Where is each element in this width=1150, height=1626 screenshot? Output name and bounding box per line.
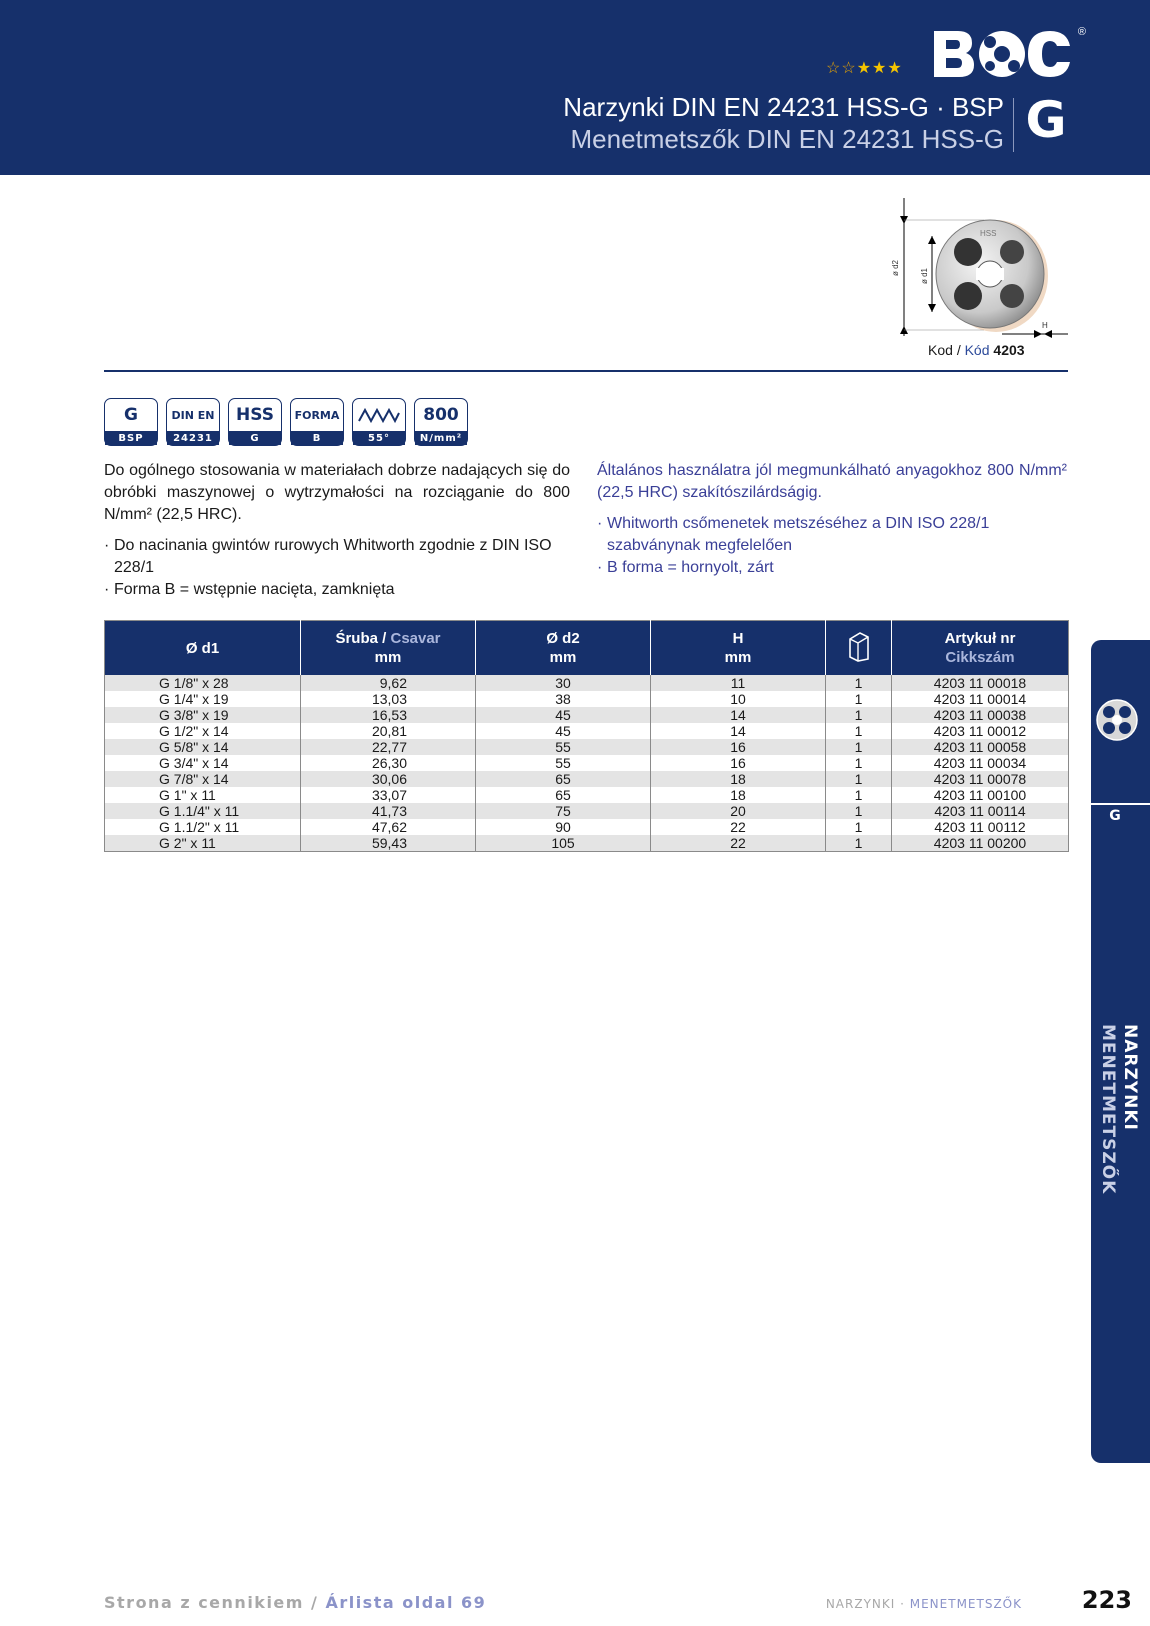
cell-h: 22 bbox=[651, 819, 826, 835]
die-stamp: HSS bbox=[980, 229, 997, 238]
cell-screw: 16,53 bbox=[301, 707, 476, 723]
badge-hss: HSS G bbox=[228, 398, 282, 446]
table-row bbox=[105, 707, 1069, 723]
cell-h: 10 bbox=[651, 691, 826, 707]
cell-h: 22 bbox=[651, 835, 826, 852]
bullet-pl-1: · Do nacinania gwintów rurowych Whitworth zgodnie z DIN ISO 228/1 bbox=[104, 537, 552, 576]
cell-qty: 1 bbox=[826, 755, 892, 771]
page-number: 223 bbox=[1081, 1586, 1132, 1614]
cell-screw: 41,73 bbox=[301, 803, 476, 819]
bullet-hu-2: · B forma = hornyolt, zárt bbox=[597, 559, 774, 576]
table-row bbox=[105, 691, 1069, 707]
cell-article: 4203 11 00078 bbox=[892, 771, 1069, 787]
badge-bsp: G BSP bbox=[104, 398, 158, 446]
th-screw: Śruba / Csavar mm bbox=[301, 621, 476, 676]
intro-hu: Általános használatra jól megmunkálható anyagokhoz 800 N/mm² (22,5 HRC) szakítószilárdságig. bbox=[597, 462, 1067, 501]
cell-d2: 55 bbox=[476, 739, 651, 755]
cell-thread: G 3/4" x 14 bbox=[105, 755, 301, 771]
thread-angle-icon bbox=[357, 407, 401, 423]
description-hu bbox=[597, 460, 1067, 579]
cell-article: 4203 11 00112 bbox=[892, 819, 1069, 835]
cell-article: 4203 11 00034 bbox=[892, 755, 1069, 771]
cell-qty: 1 bbox=[826, 691, 892, 707]
cell-d2: 105 bbox=[476, 835, 651, 852]
cell-article: 4203 11 00018 bbox=[892, 675, 1069, 691]
cell-qty: 1 bbox=[826, 787, 892, 803]
cell-h: 16 bbox=[651, 755, 826, 771]
product-code: Kod / Kód 4203 bbox=[928, 342, 1025, 358]
cell-qty: 1 bbox=[826, 675, 892, 691]
die-dimension-figure bbox=[892, 196, 1070, 346]
cell-thread: G 5/8" x 14 bbox=[105, 739, 301, 755]
cell-d2: 90 bbox=[476, 819, 651, 835]
label-h: H bbox=[1042, 321, 1048, 330]
cell-d2: 55 bbox=[476, 755, 651, 771]
cell-article: 4203 11 00012 bbox=[892, 723, 1069, 739]
cell-screw: 33,07 bbox=[301, 787, 476, 803]
cell-thread: G 1/4" x 19 bbox=[105, 691, 301, 707]
cell-d2: 65 bbox=[476, 771, 651, 787]
footer-section: NARZYNKI · MENETMETSZŐK bbox=[825, 1597, 1022, 1611]
cell-thread: G 3/8" x 19 bbox=[105, 707, 301, 723]
cell-article: 4203 11 00114 bbox=[892, 803, 1069, 819]
table-row bbox=[105, 803, 1069, 819]
cell-thread: G 1/8" x 28 bbox=[105, 675, 301, 691]
table-row bbox=[105, 723, 1069, 739]
cell-d2: 45 bbox=[476, 723, 651, 739]
cell-thread: G 1/2" x 14 bbox=[105, 723, 301, 739]
badge-forma: FORMA B bbox=[290, 398, 344, 446]
th-d2: Ø d2 mm bbox=[476, 621, 651, 676]
side-tab-label-hu: MENETMETSZŐK bbox=[1098, 1024, 1118, 1195]
cell-d2: 38 bbox=[476, 691, 651, 707]
th-h: H mm bbox=[651, 621, 826, 676]
boc-logo bbox=[932, 26, 1086, 80]
cell-qty: 1 bbox=[826, 803, 892, 819]
cell-article: 4203 11 00058 bbox=[892, 739, 1069, 755]
cell-h: 14 bbox=[651, 723, 826, 739]
page-header bbox=[0, 0, 1150, 175]
cell-article: 4203 11 00100 bbox=[892, 787, 1069, 803]
description-pl bbox=[104, 460, 570, 601]
th-pack bbox=[826, 621, 892, 676]
cell-screw: 59,43 bbox=[301, 835, 476, 852]
cell-screw: 26,30 bbox=[301, 755, 476, 771]
cell-thread: G 2" x 11 bbox=[105, 835, 301, 852]
badge-thread-angle: 55° bbox=[352, 398, 406, 446]
table-header-row bbox=[105, 621, 1069, 676]
die-icon bbox=[1095, 698, 1139, 742]
th-article: Artykuł nr Cikkszám bbox=[892, 621, 1069, 676]
cell-thread: G 1.1/2" x 11 bbox=[105, 819, 301, 835]
badge-din: DIN EN 24231 bbox=[166, 398, 220, 446]
table-row bbox=[105, 771, 1069, 787]
rating-stars: ☆☆★★★ bbox=[826, 60, 903, 77]
cell-article: 4203 11 00038 bbox=[892, 707, 1069, 723]
side-tab-labels bbox=[1093, 1024, 1149, 1264]
th-d1: Ø d1 bbox=[105, 621, 301, 676]
table-row bbox=[105, 739, 1069, 755]
badge-strength: 800 N/mm² bbox=[414, 398, 468, 446]
side-tab-letter: G bbox=[1109, 808, 1121, 824]
footer-pricelist: Strona z cennikiem / Árlista oldal 69 bbox=[104, 1593, 487, 1612]
label-d2: ø d2 bbox=[891, 259, 900, 276]
label-d1: ø d1 bbox=[920, 267, 929, 284]
cell-d2: 45 bbox=[476, 707, 651, 723]
cell-screw: 47,62 bbox=[301, 819, 476, 835]
bullet-pl-2: · Forma B = wstępnie nacięta, zamknięta bbox=[104, 581, 395, 598]
cell-screw: 9,62 bbox=[301, 675, 476, 691]
cell-screw: 13,03 bbox=[301, 691, 476, 707]
cell-screw: 30,06 bbox=[301, 771, 476, 787]
cell-h: 16 bbox=[651, 739, 826, 755]
group-letter: G bbox=[1025, 91, 1067, 149]
cell-h: 18 bbox=[651, 787, 826, 803]
cell-thread: G 1" x 11 bbox=[105, 787, 301, 803]
cell-qty: 1 bbox=[826, 723, 892, 739]
title-divider bbox=[1013, 98, 1014, 152]
cell-qty: 1 bbox=[826, 739, 892, 755]
cell-h: 11 bbox=[651, 675, 826, 691]
cell-article: 4203 11 00200 bbox=[892, 835, 1069, 852]
cell-qty: 1 bbox=[826, 771, 892, 787]
table-row bbox=[105, 755, 1069, 771]
cell-qty: 1 bbox=[826, 835, 892, 852]
cell-d2: 30 bbox=[476, 675, 651, 691]
cell-qty: 1 bbox=[826, 819, 892, 835]
table-row bbox=[105, 819, 1069, 835]
boc-logo-mark bbox=[932, 28, 1072, 80]
table-row bbox=[105, 787, 1069, 803]
cell-screw: 20,81 bbox=[301, 723, 476, 739]
product-table bbox=[104, 620, 1069, 852]
section-divider bbox=[104, 370, 1068, 372]
cell-thread: G 1.1/4" x 11 bbox=[105, 803, 301, 819]
cell-h: 18 bbox=[651, 771, 826, 787]
page-title-hu: Menetmetszők DIN EN 24231 HSS-G bbox=[570, 124, 1004, 154]
cell-h: 20 bbox=[651, 803, 826, 819]
spec-badges bbox=[104, 398, 468, 446]
table-row bbox=[105, 675, 1069, 691]
table-row bbox=[105, 835, 1069, 852]
intro-pl: Do ogólnego stosowania w materiałach dobrze nadających się do obróbki maszynowej o wytrzymałości na rozciąganie do 800 N/mm² (22,5 HRC). bbox=[104, 462, 570, 523]
registered-mark: ® bbox=[1077, 26, 1086, 38]
bullet-hu-1: · Whitworth csőmenetek metszéséhez a DIN ISO 228/1 szabványnak megfelelően bbox=[597, 515, 990, 554]
cell-d2: 75 bbox=[476, 803, 651, 819]
section-side-tab[interactable] bbox=[1091, 640, 1150, 1463]
cell-thread: G 7/8" x 14 bbox=[105, 771, 301, 787]
cell-qty: 1 bbox=[826, 707, 892, 723]
package-icon bbox=[846, 629, 872, 663]
page-title-pl: Narzynki DIN EN 24231 HSS-G · BSP bbox=[563, 92, 1004, 122]
cell-article: 4203 11 00014 bbox=[892, 691, 1069, 707]
side-tab-divider bbox=[1091, 803, 1150, 805]
cell-h: 14 bbox=[651, 707, 826, 723]
side-tab-label-pl: NARZYNKI bbox=[1120, 1024, 1140, 1131]
cell-screw: 22,77 bbox=[301, 739, 476, 755]
cell-d2: 65 bbox=[476, 787, 651, 803]
